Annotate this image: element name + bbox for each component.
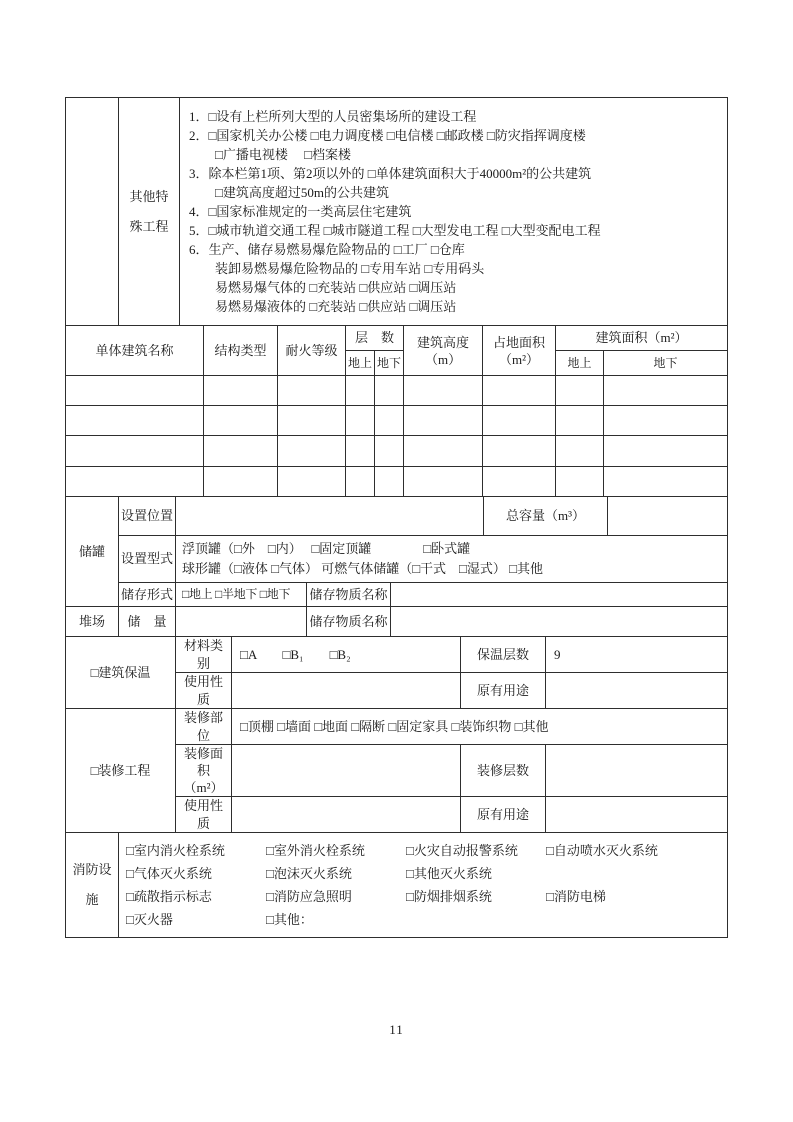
checkbox-option-line[interactable]: 4．□国家标准规定的一类高层住宅建筑 (189, 204, 412, 219)
col-header-floors-above: 地上 (346, 351, 375, 376)
checkbox-option-line[interactable]: 1．□设有上栏所列大型的人员密集场所的建设工程 (189, 109, 477, 124)
building-row-cell[interactable] (556, 406, 604, 436)
checkbox-option-line[interactable]: 易燃易爆液体的 □充装站 □供应站 □调压站 (189, 299, 457, 314)
decoration-original-use-label: 原有用途 (461, 797, 546, 833)
building-row-cell[interactable] (278, 467, 346, 497)
checkbox-option-line (126, 908, 727, 931)
building-row-cell[interactable] (404, 467, 483, 497)
building-row-cell[interactable] (604, 436, 728, 467)
checkbox-option-line[interactable]: 球形罐（□液体 □气体） 可燃气体储罐（□干式 □湿式） □其他 (182, 561, 544, 576)
building-row-cell[interactable] (204, 436, 278, 467)
page-number: 11 (389, 1022, 404, 1037)
insulation-material-options[interactable]: □A □B₁ □B₂ (232, 637, 461, 673)
checkbox-option-line[interactable]: □广播电视楼 □档案楼 (189, 147, 351, 162)
col-header-floors: 层 数 (346, 326, 404, 351)
building-row-cell[interactable] (375, 406, 404, 436)
tank-position-value-cell[interactable] (176, 497, 484, 536)
yard-section-label: 堆场 (66, 607, 119, 637)
building-row-cell[interactable] (278, 406, 346, 436)
checkbox-option-line[interactable]: 2．□国家机关办公楼 □电力调度楼 □电信楼 □邮政楼 □防灾指挥调度楼 (189, 128, 586, 143)
insulation-original-use-value-cell[interactable] (546, 673, 728, 709)
col-header-area-above: 地上 (556, 351, 604, 376)
checkbox-option[interactable]: □疏散指示标志 (126, 889, 212, 905)
insulation-usage-value-cell[interactable] (232, 673, 461, 709)
building-row-cell[interactable] (556, 436, 604, 467)
building-row-cell[interactable] (346, 406, 375, 436)
decoration-section-checkbox[interactable]: □装修工程 (66, 709, 176, 833)
building-row-cell[interactable] (346, 376, 375, 406)
checkbox-option-line[interactable]: 3．除本栏第1项、第2项以外的 □单体建筑面积大于40000m²的公共建筑 (189, 166, 592, 181)
col-header-building-area: 建筑面积（m²） (556, 326, 728, 351)
checkbox-option[interactable]: □室内消火栓系统 (126, 843, 225, 859)
col-header-structure-type: 结构类型 (204, 326, 278, 376)
building-row-cell[interactable] (66, 467, 204, 497)
decoration-usage-value-cell[interactable] (232, 797, 461, 833)
building-row-cell[interactable] (556, 467, 604, 497)
insulation-layers-label: 保温层数 (461, 637, 546, 673)
decoration-part-label: 装修部位 (176, 709, 232, 745)
col-header-building-name: 单体建筑名称 (66, 326, 204, 376)
tank-substance-value-cell[interactable] (391, 583, 728, 607)
building-row-cell[interactable] (604, 467, 728, 497)
building-row-cell[interactable] (604, 376, 728, 406)
insulation-section-checkbox[interactable]: □建筑保温 (66, 637, 176, 709)
tank-capacity-label: 总容量（m³） (484, 497, 608, 536)
insulation-usage-label: 使用性质 (176, 673, 232, 709)
building-row-cell[interactable] (375, 467, 404, 497)
decoration-part-options[interactable]: □顶棚 □墙面 □地面 □隔断 □固定家具 □装饰织物 □其他 (232, 709, 728, 745)
checkbox-option[interactable]: □气体灭火系统 (126, 866, 212, 882)
special-projects-label-line2: 殊工程 (129, 218, 169, 234)
building-row-cell[interactable] (66, 436, 204, 467)
checkbox-option-line[interactable]: 5．□城市轨道交通工程 □城市隧道工程 □大型发电工程 □大型变配电工程 (189, 223, 601, 238)
building-row-cell[interactable] (204, 406, 278, 436)
decoration-usage-label: 使用性质 (176, 797, 232, 833)
building-row-cell[interactable] (556, 376, 604, 406)
building-row-cell[interactable] (404, 436, 483, 467)
tank-yard-section (65, 496, 728, 637)
checkbox-option[interactable]: □灭火器 (126, 912, 173, 928)
tank-storage-form-options[interactable]: □地上 □半地下 □地下 (176, 583, 307, 607)
checkbox-option-line[interactable]: 6．生产、储存易燃易爆危险物品的 □工厂 □仓库 (189, 242, 465, 257)
building-row-cell[interactable] (483, 376, 556, 406)
decoration-layers-label: 装修层数 (461, 745, 546, 797)
col-header-floors-below: 地下 (375, 351, 404, 376)
yard-quantity-value-cell[interactable] (176, 607, 307, 637)
building-row-cell[interactable] (375, 376, 404, 406)
special-projects-row-label (119, 98, 180, 326)
decoration-area-label: 装修面积 （m²） (176, 745, 232, 797)
insulation-material-label: 材料类别 (176, 637, 232, 673)
special-projects-label-line1: 其他特 (129, 188, 169, 204)
building-row-cell[interactable] (483, 406, 556, 436)
empty-side-cell (66, 98, 119, 326)
checkbox-option[interactable]: □防烟排烟系统 (406, 889, 492, 905)
building-row-cell[interactable] (278, 376, 346, 406)
yard-substance-value-cell[interactable] (391, 607, 728, 637)
checkbox-option-line[interactable]: 易燃易爆气体的 □充装站 □供应站 □调压站 (189, 280, 457, 295)
tank-section-label: 储罐 (66, 497, 119, 607)
col-header-area-below: 地下 (604, 351, 728, 376)
checkbox-option[interactable]: □室外消火栓系统 (266, 843, 365, 859)
building-row-cell[interactable] (483, 436, 556, 467)
checkbox-option[interactable]: □消防应急照明 (266, 889, 352, 905)
building-row-cell[interactable] (346, 436, 375, 467)
decoration-layers-value-cell[interactable] (546, 745, 728, 797)
checkbox-option[interactable]: □消防电梯 (546, 889, 606, 905)
building-row-cell[interactable] (66, 406, 204, 436)
buildings-table (65, 325, 728, 497)
building-row-cell[interactable] (404, 376, 483, 406)
tank-capacity-value-cell[interactable] (608, 497, 728, 536)
fire-safety-declaration-form (65, 97, 727, 938)
checkbox-option[interactable]: □泡沫灭火系统 (266, 866, 352, 882)
col-header-building-height: 建筑高度 （m） (404, 326, 483, 376)
insulation-layers-value-cell[interactable]: 9 (546, 637, 728, 673)
building-row-cell[interactable] (604, 406, 728, 436)
tank-type-options-cell (176, 536, 728, 583)
fire-facilities-section (65, 832, 728, 938)
building-row-cell[interactable] (375, 436, 404, 467)
tank-storage-form-label: 储存形式 (119, 583, 176, 607)
fire-facilities-options-cell (119, 833, 728, 938)
decoration-original-use-value-cell[interactable] (546, 797, 728, 833)
checkbox-option[interactable]: □其他灭火系统 (406, 866, 492, 882)
fire-facilities-label: 消防设 施 (66, 833, 119, 938)
special-projects-options-cell (180, 98, 728, 326)
insulation-decoration-section (65, 636, 728, 833)
tank-type-label: 设置型式 (119, 536, 176, 583)
checkbox-option[interactable]: □火灾自动报警系统 (406, 843, 518, 859)
checkbox-option-line[interactable]: 浮顶罐（□外 □内） □固定顶罐 □卧式罐 (182, 541, 471, 556)
yard-quantity-label: 储 量 (119, 607, 176, 637)
checkbox-option-line (126, 862, 727, 885)
checkbox-option-line (126, 885, 727, 908)
insulation-original-use-label: 原有用途 (461, 673, 546, 709)
checkbox-option[interactable]: □其他： (266, 912, 313, 928)
tank-substance-label: 储存物质名称 (307, 583, 391, 607)
tank-position-label: 设置位置 (119, 497, 176, 536)
checkbox-option-line (126, 839, 727, 862)
building-row-cell[interactable] (66, 376, 204, 406)
building-row-cell[interactable] (483, 467, 556, 497)
building-row-cell[interactable] (204, 376, 278, 406)
building-row-cell[interactable] (278, 436, 346, 467)
col-header-footprint-area: 占地面积 （m²） (483, 326, 556, 376)
special-projects-section (65, 97, 728, 326)
yard-substance-label: 储存物质名称 (307, 607, 391, 637)
decoration-area-value-cell[interactable] (232, 745, 461, 797)
building-row-cell[interactable] (346, 467, 375, 497)
checkbox-option-line[interactable]: 装卸易燃易爆危险物品的 □专用车站 □专用码头 (189, 261, 485, 276)
building-row-cell[interactable] (204, 467, 278, 497)
checkbox-option-line[interactable]: □建筑高度超过50m的公共建筑 (189, 185, 389, 200)
col-header-fire-rating: 耐火等级 (278, 326, 346, 376)
building-row-cell[interactable] (404, 406, 483, 436)
checkbox-option[interactable]: □自动喷水灭火系统 (546, 843, 658, 859)
